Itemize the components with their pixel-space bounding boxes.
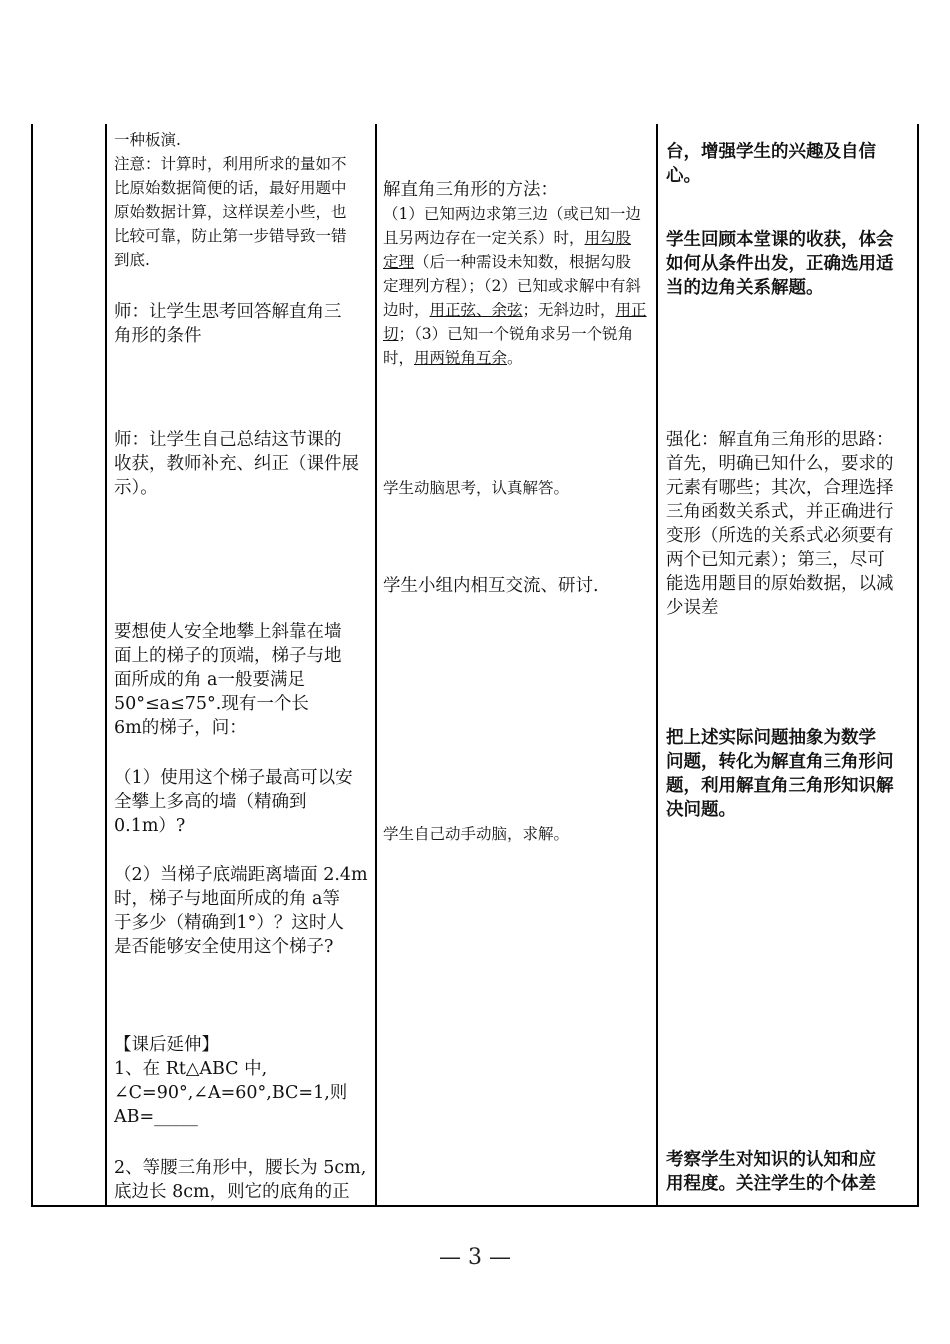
methods-line-4: 定理列方程）；（2）已知或求解中有斜 (383, 277, 641, 295)
intent-interest: 台，增强学生的兴趣及自信 心。 (666, 142, 876, 186)
student-group-discussion: 学生小组内相互交流、研讨. (383, 576, 599, 596)
teacher-summary-prompt: 师：让学生自己总结这节课的 收获，教师补充、纠正（课件展 示）。 (114, 430, 359, 498)
table-border-right (917, 124, 919, 1206)
methods-line-7: 时，用两锐角互余。 (383, 349, 523, 367)
intent-review-gains: 学生回顾本堂课的收获，体会 如何从条件出发，正确选用适 当的边角关系解题。 (666, 230, 894, 298)
methods-title: 解直角三角形的方法： (383, 180, 558, 200)
teacher-question-conditions: 师：让学生思考回答解直角三 角形的条件 (114, 302, 342, 346)
calculation-note: 注意：计算时，利用所求的量如不 比原始数据简便的话，最好用题中 原始数据计算，这样误差小些，也 比较可靠，防止第一步错导致一错 到底. (114, 155, 347, 269)
intent-strengthen-thinking: 强化：解直角三角形的思路： 首先，明确已知什么，要求的 元素有哪些；其次，合理选择 三角函数关系式，并正确进行 变形（所选的关系式必须要有 两个已知元素）；第三，尽可 能选用题目的原始数据，以减 少误差 (666, 430, 894, 618)
table-bottom-border (31, 1205, 919, 1207)
methods-line-2: 且另两边存在一定关系）时，用勾股 (383, 229, 632, 247)
intent-abstract-problem: 把上述实际问题抽象为数学 问题，转化为解直角三角形问 题，利用解直角三角形知识解 决问题。 (666, 728, 894, 820)
table-divider-3 (656, 124, 658, 1206)
extension-exercise-2: 2、等腰三角形中，腰长为 5cm, 底边长 8cm，则它的底角的正 (114, 1158, 367, 1202)
methods-line-3: 定理（后一种需设未知数，根据勾股 (383, 253, 632, 271)
ladder-question-1: （1）使用这个梯子最高可以安 全攀上多高的墙（精确到 0.1m）? (114, 768, 353, 836)
board-demo-text: 一种板演. (114, 131, 181, 149)
ladder-problem-statement: 要想使人安全地攀上斜靠在墙 面上的梯子的顶端，梯子与地 面所成的角 a一般要满足 50°≤a≤75°.现有一个长 6m的梯子，问： (114, 622, 342, 738)
student-solve-self: 学生自己动手动脑，求解。 (383, 825, 570, 843)
extension-exercise-1: 【课后延伸】 1、在 Rt△ABC 中, ∠C=90°,∠A=60°,BC=1,则 AB=_____ (114, 1035, 348, 1127)
table-divider-1 (105, 124, 107, 1206)
page-number: — 3 — (439, 1245, 511, 1270)
student-think-answer: 学生动脑思考，认真解答。 (383, 479, 570, 497)
methods-line-1: （1）已知两边求第三边（或已知一边 (383, 205, 641, 223)
methods-line-6: 切；（3）已知一个锐角求另一个锐角 (383, 325, 634, 343)
intent-assess-knowledge: 考察学生对知识的认知和应 用程度。关注学生的个体差 (666, 1150, 876, 1194)
methods-line-5: 边时，用正弦、余弦；无斜边时，用正 (383, 301, 647, 319)
methods-list (383, 202, 653, 370)
ladder-question-2: （2）当梯子底端距离墙面 2.4m 时，梯子与地面所成的角 a等 于多少（精确到1°）？这时人 是否能够安全使用这个梯子? (114, 865, 368, 957)
table-divider-2 (375, 124, 377, 1206)
table-border-left (31, 124, 33, 1206)
